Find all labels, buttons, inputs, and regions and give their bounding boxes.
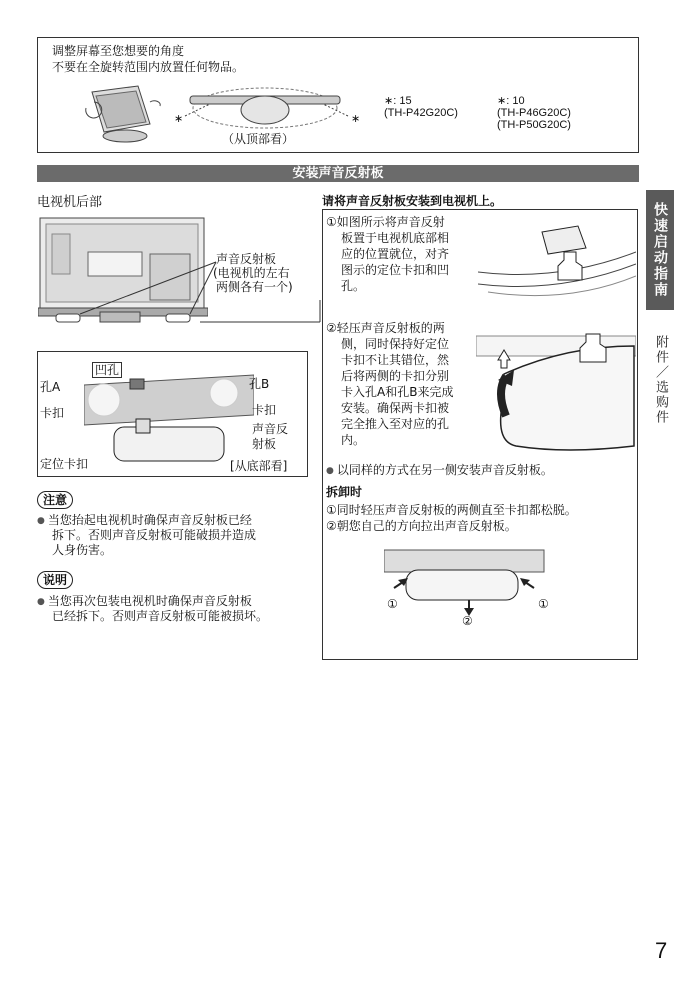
- reflector-label-2: 射板: [252, 437, 277, 451]
- same-way-note: ● 以同样的方式在另一侧安装声音反射板。: [326, 462, 553, 480]
- step1-illustration: [478, 212, 636, 310]
- tv-back-title: 电视机后部: [37, 195, 103, 210]
- hole-b-label: 孔B: [249, 377, 270, 391]
- clip-left-label: 卡扣: [40, 406, 65, 420]
- note-line-1: ● 当您再次包装电视机时确保声音反射板: [37, 593, 252, 611]
- page-number: 7: [655, 938, 668, 963]
- view-from-top: （从顶部看）: [222, 132, 295, 146]
- step1-line-5: 孔。: [341, 279, 366, 293]
- step1-line-1: ①如图所示将声音反射: [326, 215, 445, 229]
- removal-fig-label-left: ①: [387, 597, 398, 611]
- step2-line-2: 侧，同时保持好定位: [341, 337, 450, 351]
- right-heading: 请将声音反射板安装到电视机上。: [322, 194, 503, 208]
- removal-step-1: ①同时轻压声音反射板的两侧直至卡扣都松脱。: [326, 503, 577, 517]
- removal-fig-label-right: ①: [538, 597, 549, 611]
- caution-line-1: ● 当您抬起电视机时确保声音反射板已经: [37, 512, 252, 530]
- bottom-view-label: [从底部看]: [230, 459, 288, 473]
- model-b-value: ∗: 10: [497, 95, 525, 107]
- rotation-star-left: ∗: [174, 113, 184, 125]
- model-b-name-1: (TH-P46G20C): [497, 107, 571, 119]
- caution-line-2: 拆下。否则声音反射板可能破损并造成: [52, 528, 257, 542]
- top-line-2: 不要在全旋转范围内放置任何物品。: [52, 60, 245, 74]
- step1-line-4: 图示的定位卡扣和凹: [341, 263, 450, 277]
- reflector-callout-label: 声音反射板: [216, 252, 277, 266]
- rotation-star-right: ∗: [351, 113, 361, 125]
- removal-fig-label-center: ②: [462, 614, 473, 628]
- reflector-callout-note-1: (电视机的左右: [213, 266, 290, 280]
- step2-line-5: 卡入孔A和孔B来完成: [341, 385, 454, 399]
- removal-step-2: ②朝您自己的方向拉出声音反射板。: [326, 519, 517, 533]
- step1-line-2: 板置于电视机底部相: [341, 231, 450, 245]
- model-b-name-2: (TH-P50G20C): [497, 119, 571, 131]
- step2-line-6: 安装。确保两卡扣被: [341, 401, 450, 415]
- note-line-2: 已经拆下。否则声音反射板可能被损坏。: [52, 609, 269, 623]
- side-tab-accessories[interactable]: 附件／选购件: [653, 335, 668, 425]
- removal-title: 拆卸时: [326, 485, 363, 499]
- caution-line-3: 人身伤害。: [52, 543, 113, 557]
- top-line-1: 调整屏幕至您想要的角度: [52, 44, 185, 58]
- step1-line-3: 应的位置就位，对齐: [341, 247, 450, 261]
- model-a-value: ∗: 15: [384, 95, 412, 107]
- step2-line-1: ②轻压声音反射板的两: [326, 321, 445, 335]
- step2-line-8: 内。: [341, 433, 366, 447]
- step2-line-4: 后将两侧的卡扣分别: [341, 369, 450, 383]
- clip-right-label: 卡扣: [252, 403, 277, 417]
- reflector-callout-note-2: 两侧各有一个): [216, 280, 293, 294]
- step2-line-7: 完全推入至对应的孔: [341, 417, 450, 431]
- side-tab-quick-start[interactable]: 快速启动指南: [646, 190, 674, 310]
- model-a-name: (TH-P42G20C): [384, 107, 458, 119]
- section-title-bar: 安装声音反射板: [37, 165, 639, 182]
- note-label: 说明: [37, 571, 73, 589]
- reflector-label-1: 声音反: [252, 422, 289, 436]
- step2-line-3: 卡扣不让其错位，然: [341, 353, 450, 367]
- caution-label: 注意: [37, 491, 73, 509]
- hole-a-label: 孔A: [40, 380, 61, 394]
- recess-label: 凹孔: [92, 362, 122, 378]
- step2-illustration: [476, 316, 636, 458]
- locating-clip-label: 定位卡扣: [40, 457, 89, 471]
